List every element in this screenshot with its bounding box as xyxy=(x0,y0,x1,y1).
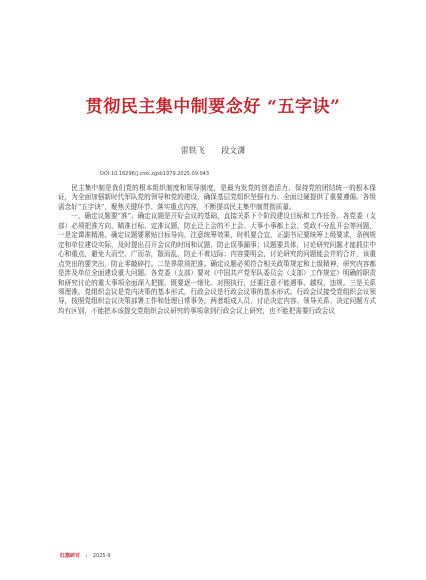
page-footer xyxy=(60,552,110,559)
author-line xyxy=(0,145,426,156)
journal-name: 红旗研讨 xyxy=(60,553,81,559)
body-paragraph: 民主集中制是我们党的根本组织制度和领导制度，是最为发党的创造活力、保持党的团结统一的根本保证，为全面加强新时代军队党的领导和党的建设、确保基层党组织坚强有力、全面过硬提供了重要遵循。各级需念好“五字诀”，聚焦关键环节、落实重点内容，不断提高民主集中制贯彻质量。 xyxy=(58,184,376,211)
issue-number: 2025·9 xyxy=(92,553,111,559)
doi-line: DOI:10.16296/j.cnki.zgxk1979.2025.09.043 xyxy=(100,171,210,177)
body-paragraph: 一、确定议题要“准”。确定议题是开好会议的基础，直接关系下个阶段建设目标和工作任务。各党委（支部）必须把准方向、瞄准目标、定准议题，防止泛上会的不上会、大事小事都上会、党政不分乱开会等问题，一是定课准精准。确定议题要紧贴目标导向，注意统筹效果，时机要合宜，正副书记要统筹上级要求，条例规定和单位建设实际，及时提出召开会议的时间和议题，防止误事漏事；议题要具体，讨论研究问题才能抓住中心和重点，避免大而空、广而杂，散而乱，防止不着边际；内容要明会，讨论研究的问题能会并的合并，该重点突出的要突出，防止零敲碎打。二是界限须把准。确定议题必须符合相关政策规定和上级精神，研究内容都是涉及单位全面建设重大问题。各党委（支部）要对《中国共产党军队委员会（支部）工作规定》明确的职责和研究讨论的重大事项全面深入把握，既要逐一细化、对照执行，还要注意不能遇事、越权、违规。三是关系须理准。党组织会议是党内决策的基本形式，行政会议是行政会议事的基本形式。行政会议接受党组织会议领导，按照党组织会议决策部署工作和处理日常事务。两者组成人员、讨论决定内容、领导关系、决定问题方式均有区别，不能把本该提交党组织会议研究的事项拿到行政会议上研究，也不能把需要行政会议 xyxy=(58,212,376,315)
footer-separator: | xyxy=(85,553,88,559)
article-title: 贯彻民主集中制要念好 “五字诀” xyxy=(85,97,341,117)
article-body xyxy=(58,184,376,316)
author-name: 段文潇 xyxy=(221,146,246,155)
author-name: 雷铁飞 xyxy=(180,146,205,155)
